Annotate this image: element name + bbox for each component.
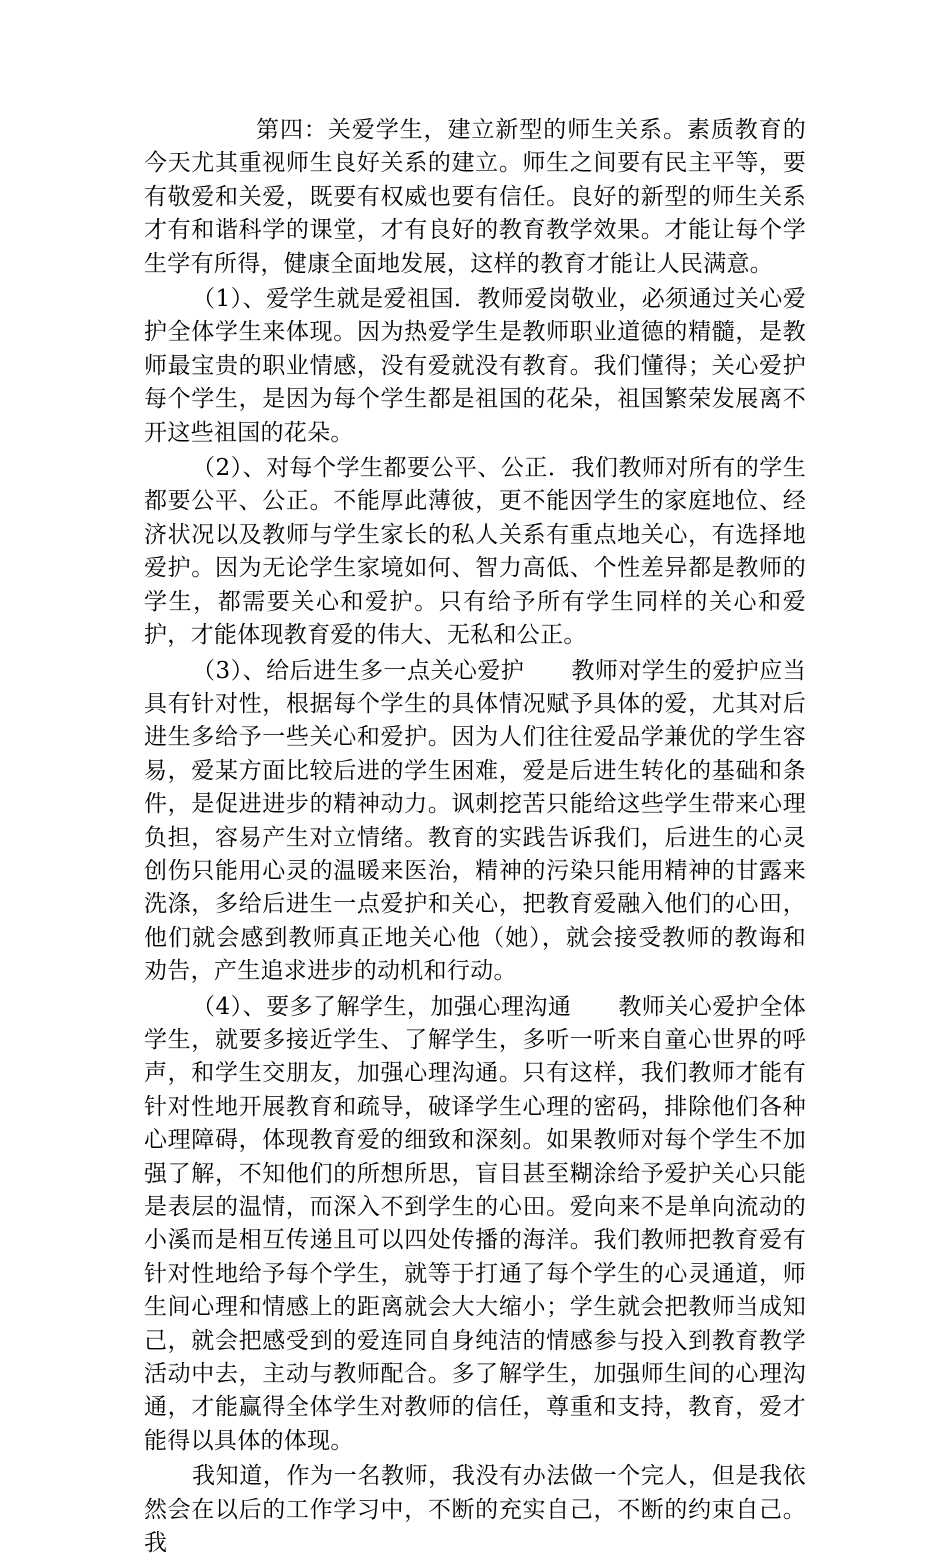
paragraph-teacher-student-relationship: 第四：关爱学生，建立新型的师生关系。素质教育的今天尤其重视师生良好关系的建立。师生之间要有民主平等，要有敬爱和关爱，既要有权威也要有信任。良好的新型的师生关系才有和谐科学的课堂，才有良好的教育教学效果。才能让每个学生学有所得，健康全面地发展，这样的教育才能让人民满意。 — [144, 117, 806, 277]
paragraph-conclusion: 我知道，作为一名教师，我没有办法做一个完人，但是我依然会在以后的工作学习中，不断的充实自己，不断的约束自己。我 — [144, 1463, 806, 1557]
paragraph-struggling-students: （3）、给后进生多一点关心爱护 教师对学生的爱护应当具有针对性，根据每个学生的具体情况赋予具体的爱，尤其对后进生多给予一些关心和爱护。因为人们往往爱品学兼优的学生容易，爱某方面比较后进的学生困难，爱是后进生转化的基础和条件，是促进进步的精神动力。讽刺挖苦只能给这些学生带来心理负担，容易产生对立情绪。教育的实践告诉我们，后进生的心灵创伤只能用心灵的温暖来医治，精神的污染只能用精神的甘露来洗涤，多给后进生一点爱护和关心，把教育爱融入他们的心田，他们就会感到教师真正地关心他（她），就会接受教师的教诲和劝告，产生追求进步的动机和行动。 — [144, 657, 806, 985]
document-page — [144, 114, 806, 1562]
paragraph-love-students-love-country: （1）、爱学生就是爱祖国．教师爱岗敬业，必须通过关心爱护全体学生来体现。因为热爱学生是教师职业道德的精髓，是教师最宝贵的职业情感，没有爱就没有教育。我们懂得；关心爱护每个学生，是因为每个学生都是祖国的花朵，祖国繁荣发展离不开这些祖国的花朵。 — [144, 286, 806, 446]
paragraph-fairness: （2）、对每个学生都要公平、公正．我们教师对所有的学生都要公平、公正。不能厚此薄彼，更不能因学生的家庭地位、经济状况以及教师与学生家长的私人关系有重点地关心，有选择地爱护。因为无论学生家境如何、智力高低、个性差异都是教师的学生，都需要关心和爱护。只有给予所有学生同样的关心和爱护，才能体现教育爱的伟大、无私和公正。 — [144, 455, 806, 649]
paragraph-understand-students: （4）、要多了解学生，加强心理沟通 教师关心爱护全体学生，就要多接近学生、了解学生，多听一听来自童心世界的呼声，和学生交朋友，加强心理沟通。只有这样，我们教师才能有针对性地开展教育和疏导，破译学生心理的密码，排除他们各种心理障碍，体现教育爱的细致和深刻。如果教师对每个学生不加强了解，不知他们的所想所思，盲目甚至糊涂给予爱护关心只能是表层的温情，而深入不到学生的心田。爱向来不是单向流动的小溪而是相互传递且可以四处传播的海洋。我们教师把教育爱有针对性地给予每个学生，就等于打通了每个学生的心灵通道，师生间心理和情感上的距离就会大大缩小；学生就会把教师当成知己，就会把感受到的爱连同自身纯洁的情感参与投入到教育教学活动中去，主动与教师配合。多了解学生，加强师生间的心理沟通，才能赢得全体学生对教师的信任，尊重和支持，教育，爱才能得以具体的体现。 — [144, 993, 806, 1454]
